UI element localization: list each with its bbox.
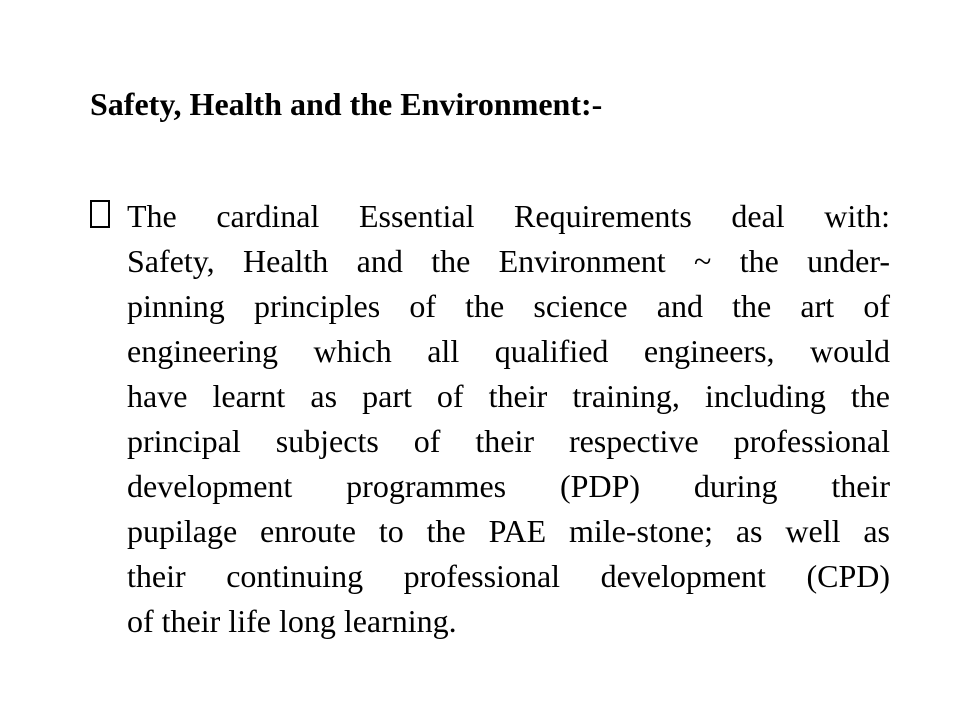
- bullet-line-3: pinning principles of the science and the art of: [127, 288, 890, 324]
- bullet-line-7: development programmes (PDP) during their: [127, 468, 890, 504]
- bullet-line-2: Safety, Health and the Environment ~ the under-: [127, 243, 890, 279]
- bullet-line-6: principal subjects of their respective professional: [127, 423, 890, 459]
- bullet-line-10: of their life long learning.: [127, 603, 457, 639]
- slide-heading: Safety, Health and the Environment:-: [90, 86, 603, 122]
- bullet-box-icon: [90, 200, 110, 228]
- bullet-line-4: engineering which all qualified engineers, would: [127, 333, 890, 369]
- bullet-line-8: pupilage enroute to the PAE mile-stone; as well as: [127, 513, 890, 549]
- bullet-line-9: their continuing professional development (CPD): [127, 558, 890, 594]
- bullet-line-5: have learnt as part of their training, including the: [127, 378, 890, 414]
- bullet-line-1: The cardinal Essential Requirements deal with:: [127, 198, 890, 234]
